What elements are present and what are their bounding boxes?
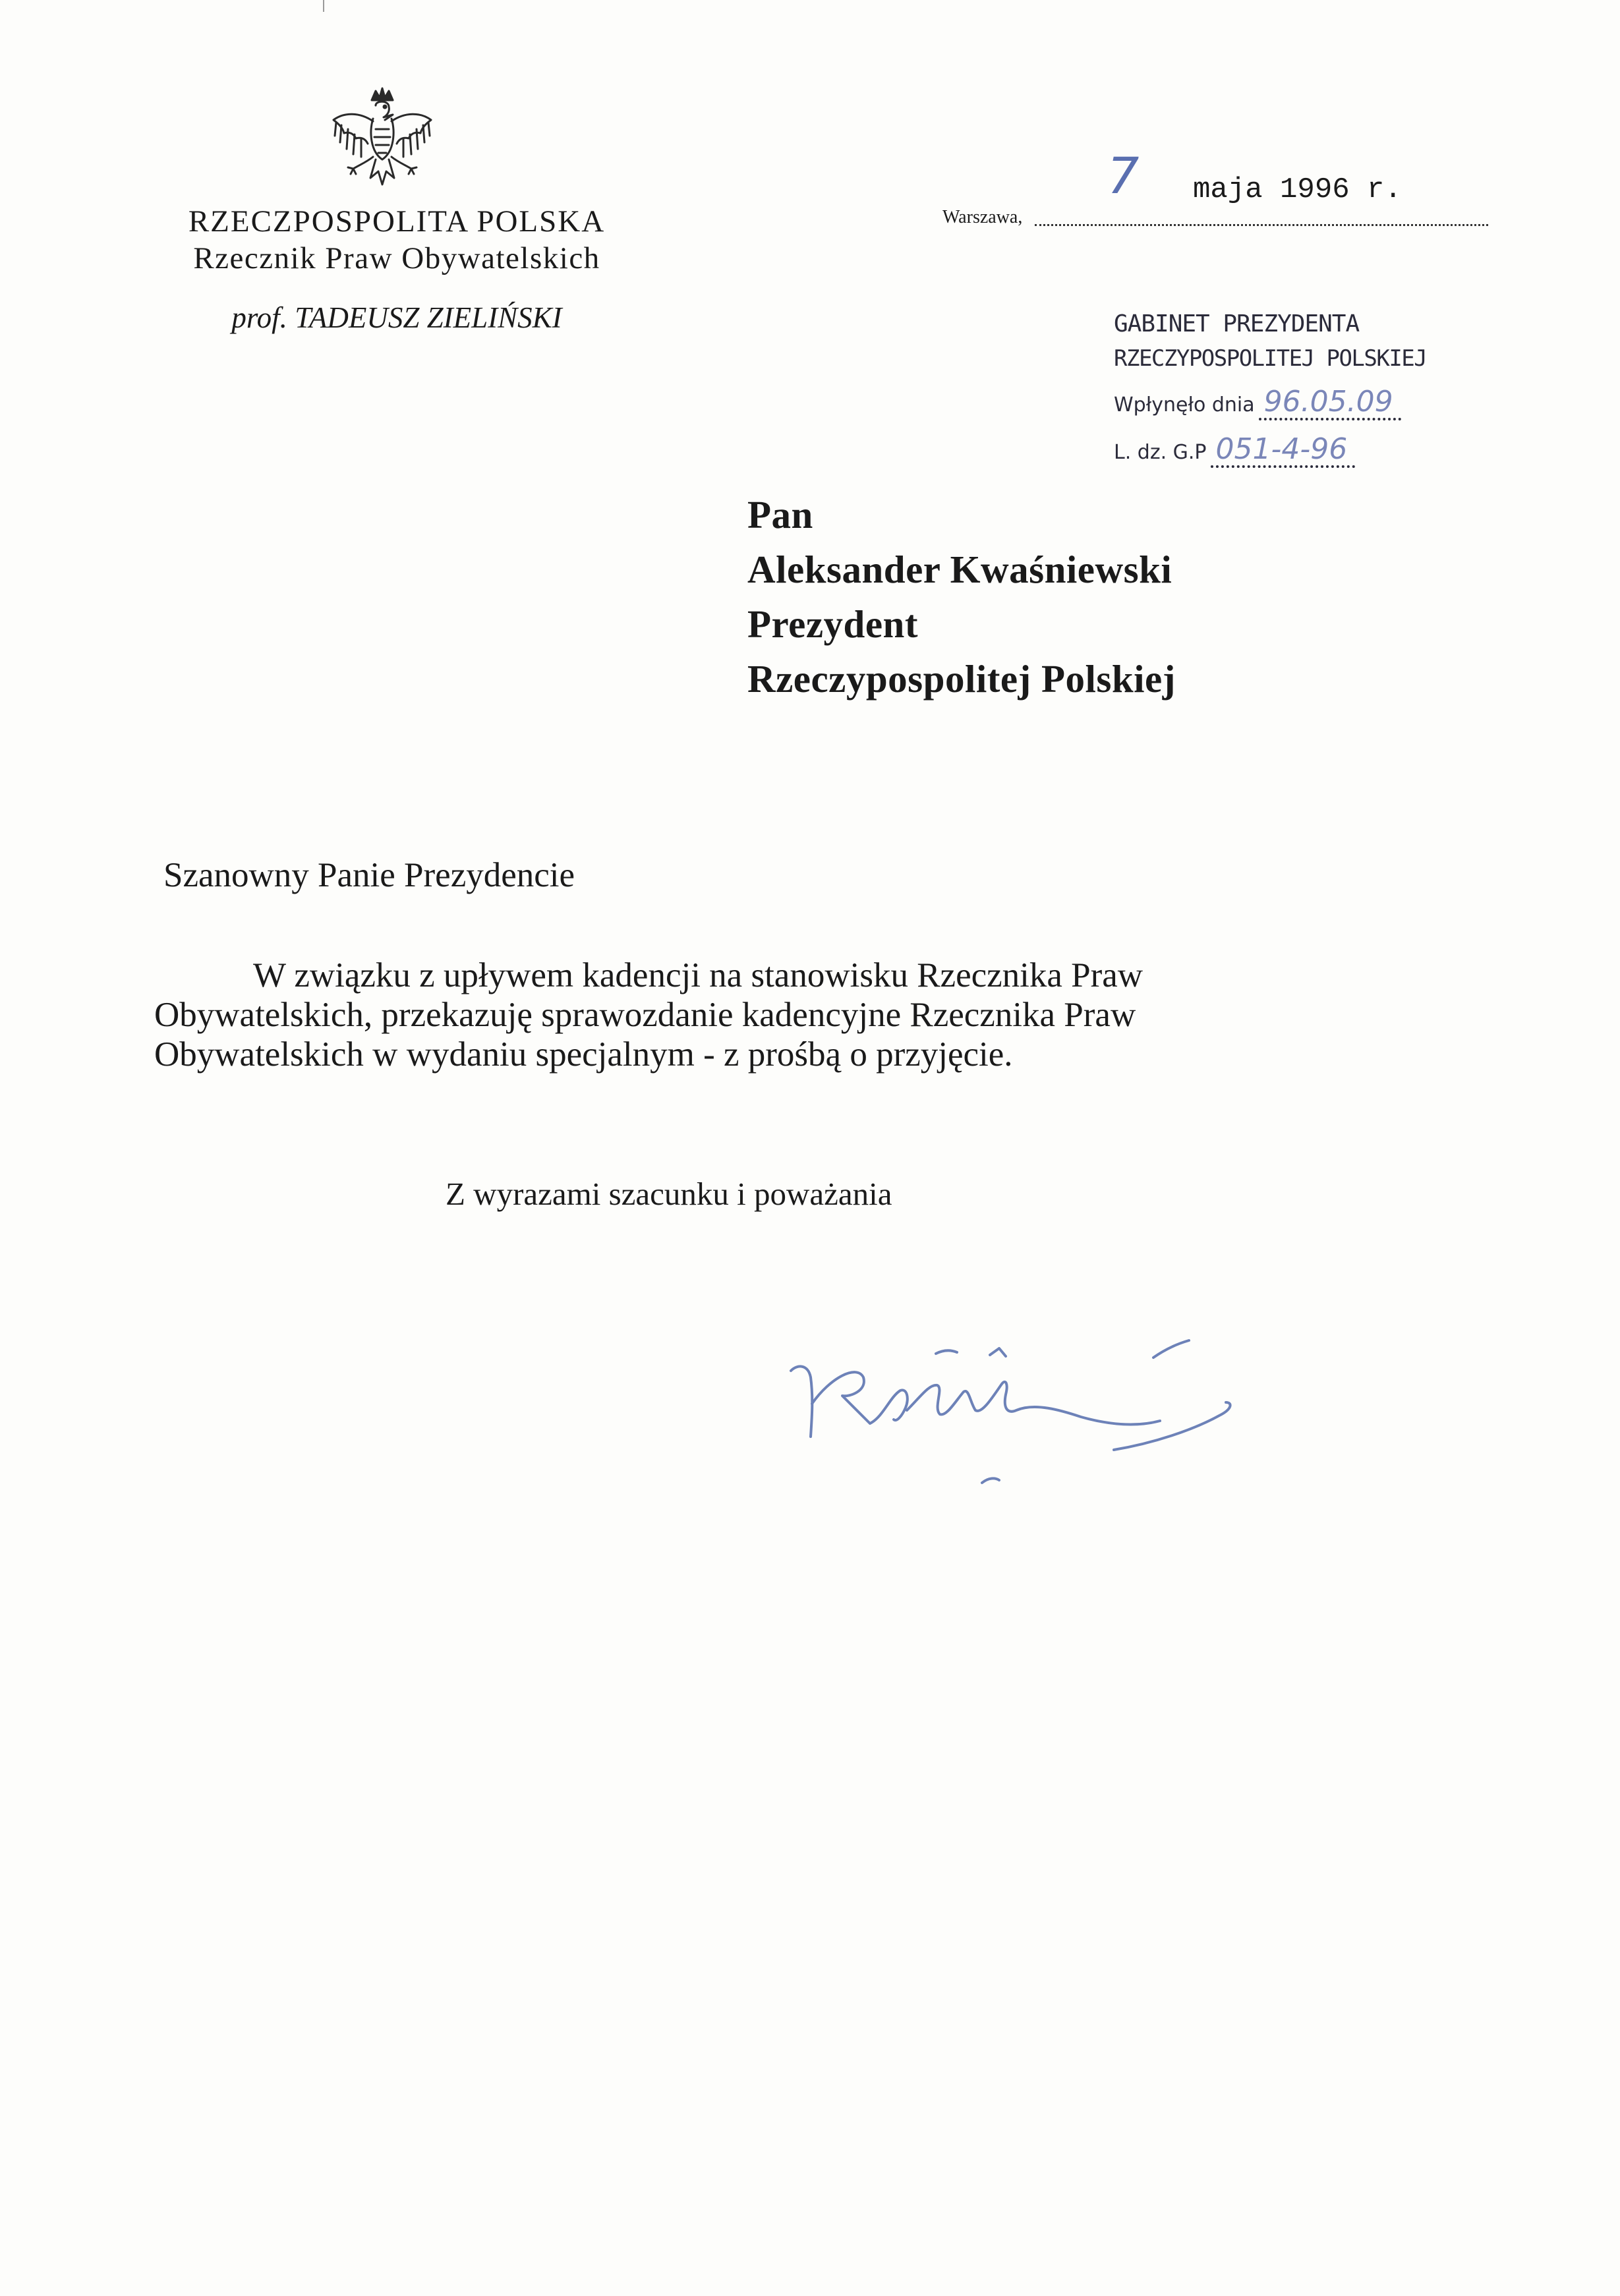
paragraph-line: Obywatelskich w wydaniu specjalnym - z prośbą o przyjęcie.	[154, 1035, 1013, 1074]
letterhead-person	[146, 299, 647, 336]
stamp-ref-number: 051-4-96	[1211, 435, 1356, 468]
polish-eagle-emblem-icon	[330, 86, 435, 198]
closing-phrase: Z wyrazami szacunku i poważania	[446, 1176, 892, 1212]
letterhead-office: Rzecznik Praw Obywatelskich	[193, 241, 600, 275]
stamp-received-date: 96.05.09	[1259, 387, 1401, 420]
stamp-ref-row	[1114, 432, 1355, 468]
body-paragraph	[154, 956, 1354, 1074]
stamp-ref-label: L. dz. G.P	[1114, 441, 1207, 464]
letterhead-country: RZECZPOSPOLITA POLSKA	[188, 204, 606, 239]
recipient-title: Pan	[747, 493, 813, 536]
stamp-received-label: Wpłynęło dnia	[1114, 393, 1255, 416]
person-prefix: prof.	[231, 301, 287, 334]
date-day-handwritten: 7	[1107, 146, 1140, 205]
date-month-year: maja 1996 r.	[1193, 173, 1402, 206]
scan-edge-mark	[323, 0, 324, 12]
date-place: Warszawa,	[942, 207, 1023, 227]
stamp-office: GABINET PREZYDENTA	[1114, 310, 1360, 337]
person-name: TADEUSZ ZIELIŃSKI	[295, 301, 562, 334]
paragraph-line: W związku z upływem kadencji na stanowisku Rzecznika Praw	[253, 956, 1143, 994]
recipient-block	[747, 488, 1176, 706]
handwritten-signature-icon	[771, 1285, 1272, 1503]
stamp-country: RZECZYPOSPOLITEJ POLSKIEJ	[1114, 345, 1427, 372]
date-dotted-line	[1035, 224, 1488, 226]
recipient-name: Aleksander Kwaśniewski	[747, 548, 1172, 591]
salutation: Szanowny Panie Prezydencie	[163, 856, 575, 894]
recipient-position: Prezydent	[747, 602, 918, 646]
registration-stamp	[1114, 310, 1483, 484]
paragraph-line: Obywatelskich, przekazuję sprawozdanie kadencyjne Rzecznika Praw	[154, 996, 1136, 1034]
stamp-received-row	[1114, 387, 1401, 420]
recipient-country: Rzeczypospolitej Polskiej	[747, 657, 1176, 701]
